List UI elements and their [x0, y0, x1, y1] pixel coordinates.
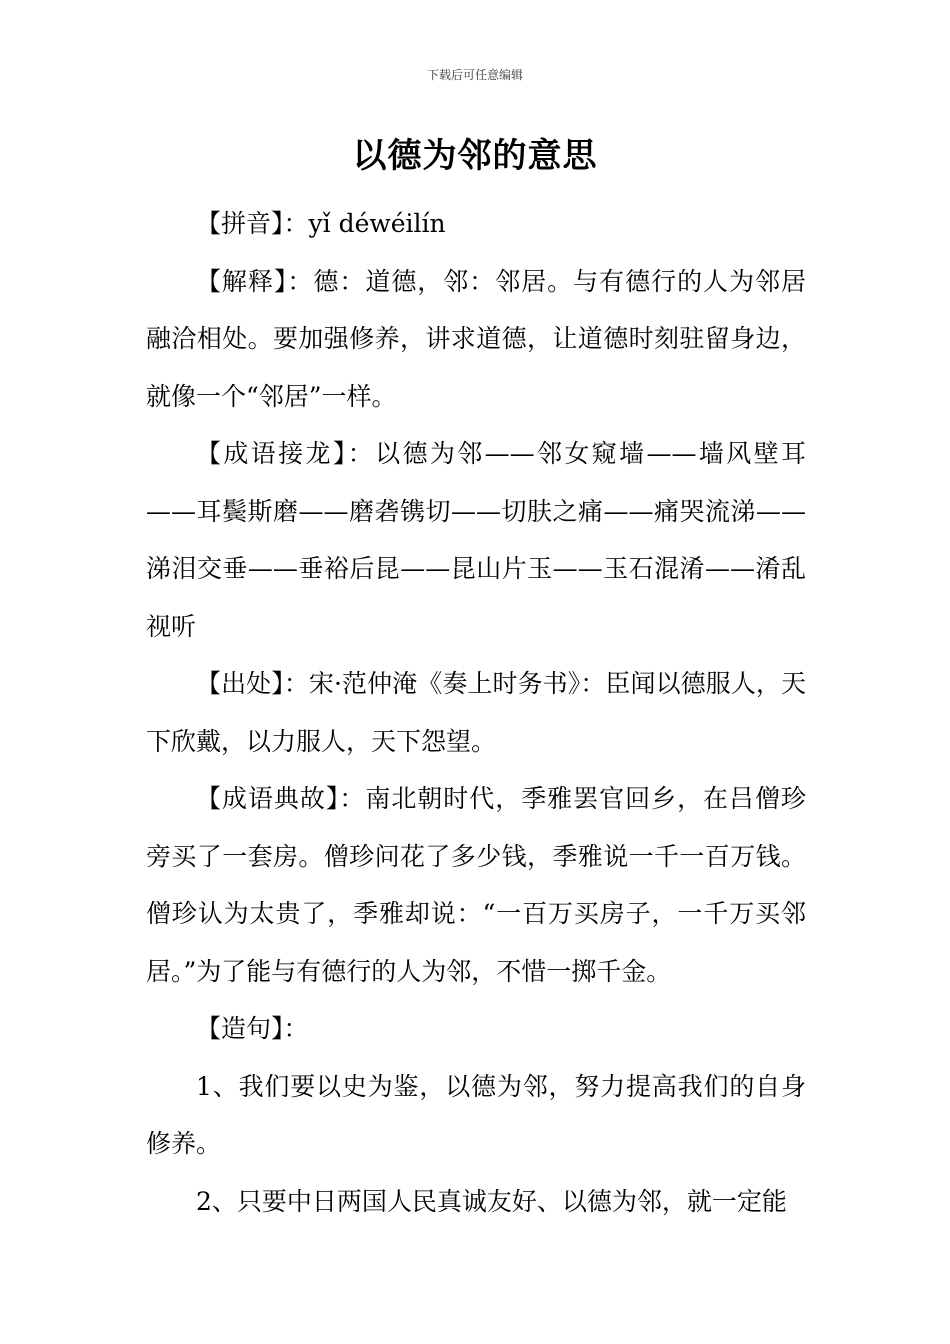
paragraph-example-1: 1、我们要以史为鉴，以德为邻，努力提高我们的自身修养。	[146, 1071, 806, 1158]
paragraph-source: 【出处】：宋·范仲淹《奏上时务书》：臣闻以德服人，天下欣戴，以力服人，天下怨望。	[146, 669, 806, 756]
document-title: 以德为邻的意思	[352, 136, 598, 176]
paragraph-pinyin: 【拼音】：yǐ déwéilín	[196, 209, 446, 238]
paragraph-story: 【成语典故】：南北朝时代，季雅罢官回乡，在吕僧珍旁买了一套房。僧珍问花了多少钱，季雅说一千一百万钱。僧珍认为太贵了，季雅却说：“一百万买房子，一千万买邻居。”为了能与有德行的人为邻，不惜一掷千金。	[146, 784, 806, 986]
paragraph-examples-heading: 【造句】：	[196, 1014, 309, 1043]
paragraph-idiom-chain: 【成语接龙】：以德为邻——邻女窥墙——墙风壁耳——耳鬓斯磨——磨砻镌切——切肤之痛——痛哭流涕——涕泪交垂——垂裕后昆——昆山片玉——玉石混淆——淆乱视听	[146, 439, 806, 641]
paragraph-example-2: 2、只要中日两国人民真诚友好、以德为邻，就一定能	[196, 1186, 787, 1216]
header-note: 下载后可任意编辑	[426, 68, 523, 82]
document-body	[146, 195, 806, 1230]
paragraph-explanation: 【解释】：德：道德，邻：邻居。与有德行的人为邻居融洽相处。要加强修养，讲求道德，让道德时刻驻留身边，就像一个“邻居”一样。	[146, 266, 806, 411]
